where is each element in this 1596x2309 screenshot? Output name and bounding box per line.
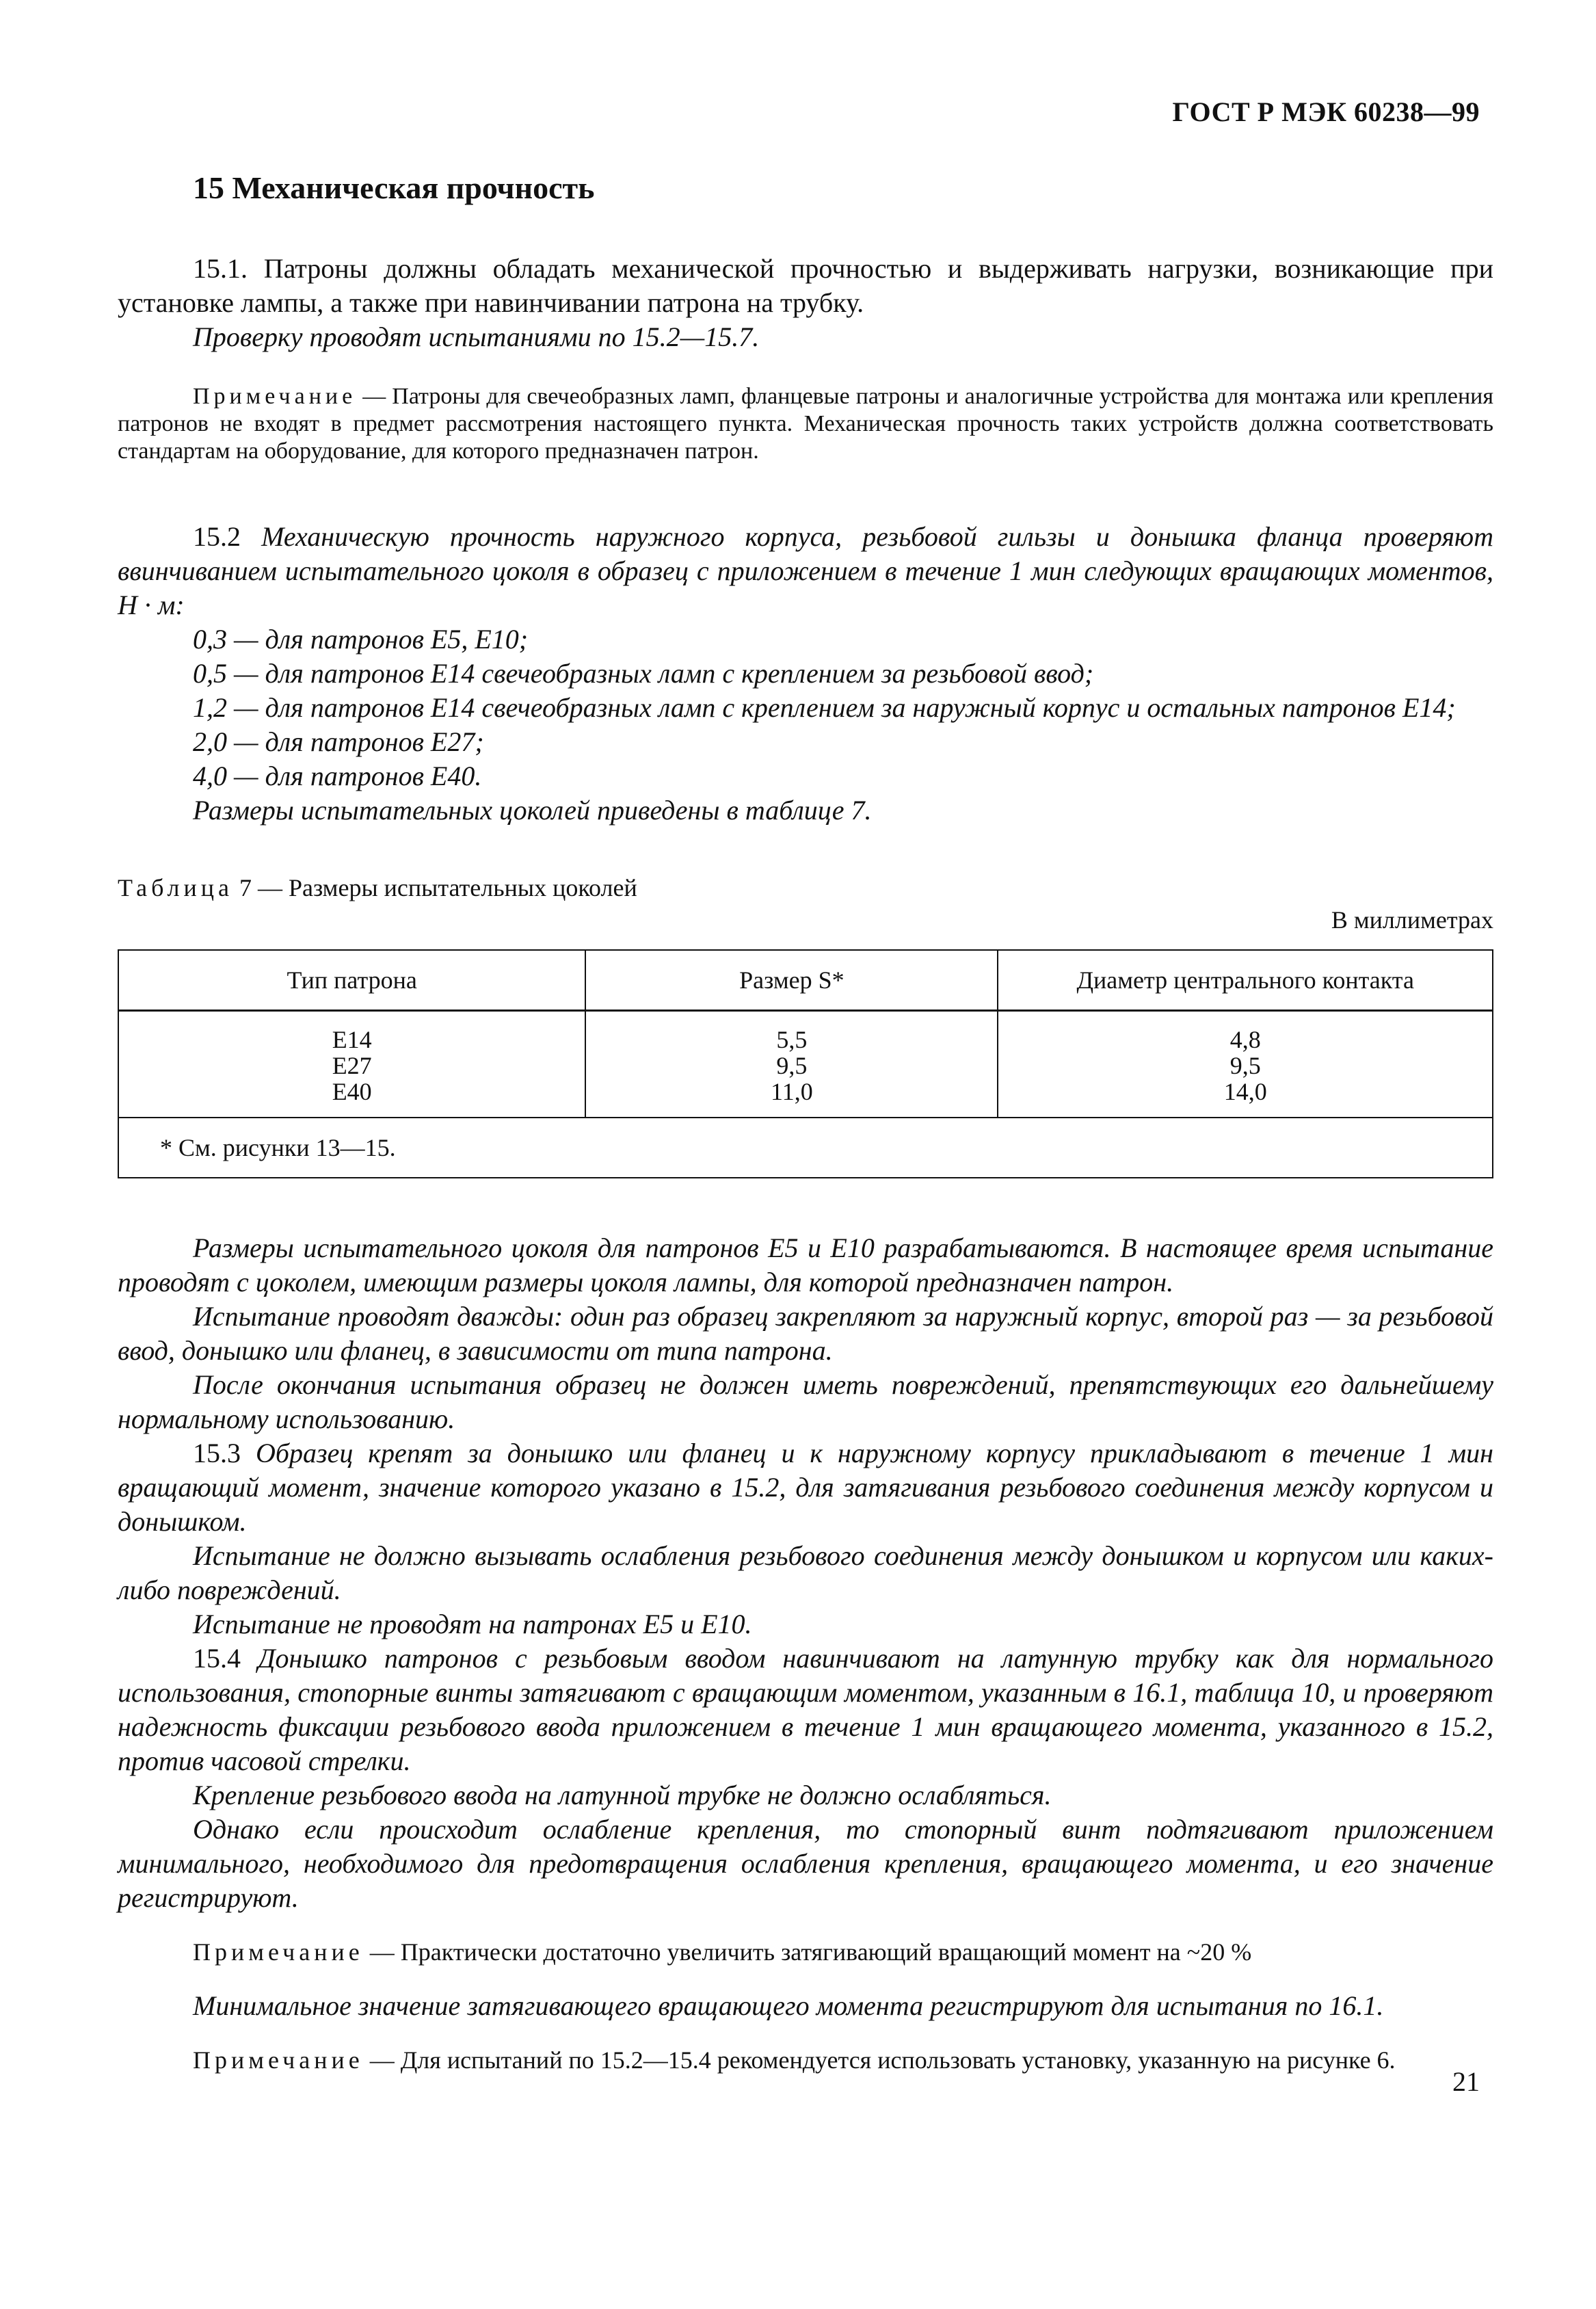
paragraph: Крепление резьбового ввода на латунной трубке не должно ослабляться. — [193, 1780, 1052, 1810]
note-text: — Практически достаточно увеличить затягивающий вращающий момент на ~20 % — [363, 1938, 1252, 1966]
cell-diameters: 4,8 9,5 14,0 — [998, 1011, 1493, 1118]
note-text: — Патроны для свечеобразных ламп, фланцевые патроны и аналогичные устройства для монтажа или крепления патронов не входят в предмет рассмотрения настоящего пункта. Механическая прочность таких устройств должна соответствовать стандартам на оборудование, для которого предназначен патрон. — [118, 384, 1493, 464]
paragraph: Испытание не должно вызывать ослабления резьбового соединения между донышком и корпусом или каких-либо повреждений. — [118, 1540, 1493, 1605]
torque-item: 4,0 — для патронов Е40. — [193, 761, 482, 791]
table-reference: Размеры испытательных цоколей приведены в таблице 7. — [193, 795, 872, 826]
column-header-size: Размер S* — [585, 950, 998, 1011]
column-header-diameter: Диаметр центрального контакта — [998, 950, 1493, 1011]
note-2 — [118, 1938, 1493, 1966]
note-label: Примечание — [193, 2046, 364, 2074]
clause-15-2 — [118, 520, 1493, 828]
clauses-continued — [118, 1231, 1493, 2074]
note-1 — [118, 383, 1493, 465]
clause-15-4 — [118, 1641, 1493, 1778]
min-value-paragraph: Минимальное значение затягивающего вращающего момента регистрируют для испытания по 16.1. — [193, 1990, 1384, 2021]
paragraph: Размеры испытательного цоколя для патронов Е5 и Е10 разрабатываются. В настоящее время испытание проводят с цоколем, имеющим размеры цоколя лампы, для которой предназначен патрон. — [118, 1232, 1493, 1297]
table-footnote: * См. рисунки 13—15. — [118, 1118, 1493, 1178]
paragraph: После окончания испытания образец не должен иметь повреждений, препятствующих его дальнейшему нормальному использованию. — [118, 1369, 1493, 1434]
clause-number: 15.4 — [193, 1643, 258, 1674]
note-text: — Для испытаний по 15.2—15.4 рекомендуется использовать установку, указанную на рисунке 6. — [363, 2046, 1396, 2074]
dimensions-table — [118, 949, 1493, 1178]
page-number: 21 — [1452, 2066, 1480, 2097]
paragraph: Испытание не проводят на патронах Е5 и Е10. — [193, 1609, 752, 1639]
clause-15-1-text: 15.1. Патроны должны обладать механической прочностью и выдерживать нагрузки, возникающие при установке лампы, а также при навинчивании патрона на трубку. — [118, 253, 1493, 318]
clause-number: 15.3 — [193, 1438, 256, 1468]
table-7 — [118, 873, 1493, 1178]
standard-designation: ГОСТ Р МЭК 60238—99 — [1172, 96, 1480, 127]
paragraph: Однако если происходит ослабление крепления, то стопорный винт подтягивают приложением минимального, необходимого для предотвращения ослабления крепления, вращающего момента, и его значение регистрируют. — [118, 1814, 1493, 1913]
table-units: В миллиметрах — [1331, 906, 1493, 934]
torque-item: 1,2 — для патронов Е14 свечеобразных ламп с креплением за наружный корпус и остальных патронов Е14; — [193, 692, 1456, 723]
note-3 — [118, 2046, 1493, 2074]
clause-15-2-text: Механическую прочность наружного корпуса, резьбовой гильзы и донышка фланца проверяют ввинчиванием испытательного цоколя в образец с приложением в течение 1 мин следующих вращающих моментов, Н · м: — [118, 521, 1494, 620]
clause-15-1-check: Проверку проводят испытаниями по 15.2—15.7. — [193, 321, 760, 352]
clause-15-4-text: Донышко патронов с резьбовым вводом навинчивают на латунную трубку как для нормального использования, стопорные винты затягивают с вращающим моментом, указанным в 16.1, таблица 10, и проверяют надежность фиксации резьбового ввода приложением в течение 1 мин вращающего момента, указанного в 15.2, против часовой стрелки. — [118, 1643, 1494, 1776]
clause-number: 15.2 — [193, 521, 262, 552]
torque-item: 0,3 — для патронов Е5, Е10; — [193, 624, 529, 655]
torque-item: 0,5 — для патронов Е14 свечеобразных ламп с креплением за резьбовой ввод; — [193, 658, 1094, 689]
clause-15-1 — [118, 252, 1493, 354]
torque-item: 2,0 — для патронов Е27; — [193, 726, 484, 757]
cell-sizes: 5,5 9,5 11,0 — [585, 1011, 998, 1118]
table-caption-text: 7 — Размеры испытательных цоколей — [232, 874, 637, 901]
table-caption-label: Таблица — [118, 874, 233, 901]
cell-types: Е14 Е27 Е40 — [118, 1011, 585, 1118]
clause-15-3 — [118, 1436, 1493, 1539]
column-header-type: Тип патрона — [118, 950, 585, 1011]
table-row — [118, 1011, 1493, 1118]
clause-15-3-text: Образец крепят за донышко или фланец и к наружному корпусу прикладывают в течение 1 мин вращающий момент, значение которого указано в 15.2, для затягивания резьбового соединения между корпусом и донышком. — [118, 1438, 1493, 1537]
paragraph: Испытание проводят дважды: один раз образец закрепляют за наружный корпус, второй раз — за резьбовой ввод, донышко или фланец, в зависимости от типа патрона. — [118, 1301, 1493, 1366]
note-label: Примечание — [193, 384, 357, 409]
section-title: 15 Механическая прочность — [193, 170, 595, 205]
note-label: Примечание — [193, 1938, 364, 1966]
